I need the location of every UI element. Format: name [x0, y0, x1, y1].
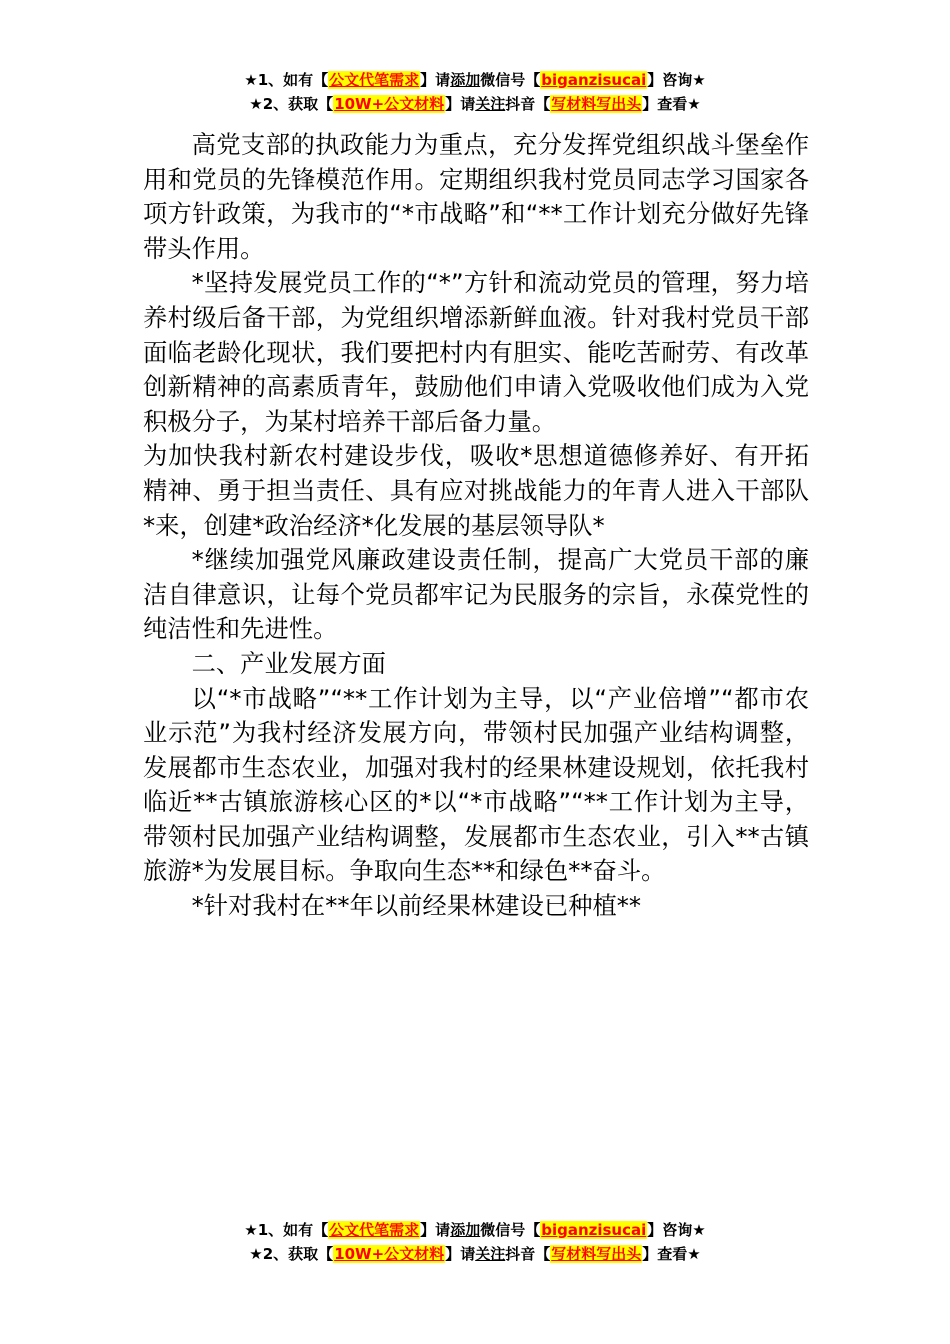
- banner-line-1: ★1、如有【公文代笔需求】请添加微信号【biganzisucai】咨询★: [244, 1221, 706, 1239]
- banner-highlight: 10W+公文材料: [334, 95, 445, 113]
- document-body: [143, 128, 809, 924]
- footer-banner: [0, 1218, 950, 1266]
- section-heading: 二、产业发展方面: [191, 648, 386, 678]
- banner-highlight: 公文代笔需求: [329, 1221, 420, 1239]
- banner-highlight: 10W+公文材料: [334, 1245, 445, 1263]
- paragraph: *针对我村在**年以前经果林建设已种植**: [191, 891, 642, 921]
- banner-line-1: ★1、如有【公文代笔需求】请添加微信号【biganzisucai】咨询★: [244, 71, 706, 89]
- paragraph: 为加快我村新农村建设步伐，吸收*思想道德修养好、有开拓精神、勇于担当责任、具有应对挑战能力的年青人进入干部队*来，创建*政治经济*化发展的基层领导队*: [143, 441, 809, 540]
- paragraph: 高党支部的执政能力为重点，充分发挥党组织战斗堡垒作用和党员的先锋模范作用。定期组织我村党员同志学习国家各项方针政策，为我市的“*市战略”和“**工作计划充分做好先锋带头作用。: [143, 130, 809, 263]
- banner-highlight: 公文代笔需求: [329, 71, 420, 89]
- banner-wechat-id: biganzisucai: [541, 1221, 647, 1239]
- banner-douyin-name: 写材料写出头: [551, 1245, 642, 1263]
- banner-douyin-name: 写材料写出头: [551, 95, 642, 113]
- header-banner: [0, 68, 950, 116]
- paragraph: 以“*市战略”“**工作计划为主导，以“产业倍增”“都市农业示范”为我村经济发展方向，带领村民加强产业结构调整，发展都市生态农业，加强对我村的经果林建设规划，依托我村临近**古镇旅游核心区的*以“*市战略”“**工作计划为主导，带领村民加强产业结构调整，发展都市生态农业，引入**古镇旅游*为发展目标。争取向生态**和绿色**奋斗。: [143, 683, 809, 886]
- paragraph: *坚持发展党员工作的“*”方针和流动党员的管理，努力培养村级后备干部，为党组织增添新鲜血液。针对我村党员干部面临老龄化现状，我们要把村内有胆实、能吃苦耐劳、有改革创新精神的高素质青年，鼓励他们申请入党吸收他们成为入党积极分子，为某村培养干部后备力量。: [143, 268, 809, 436]
- paragraph: *继续加强党风廉政建设责任制，提高广大党员干部的廉洁自律意识，让每个党员都牢记为民服务的宗旨，永葆党性的纯洁性和先进性。: [143, 545, 809, 644]
- banner-line-2: ★2、获取【10W+公文材料】请关注抖音【写材料写出头】查看★: [249, 1245, 701, 1263]
- banner-line-2: ★2、获取【10W+公文材料】请关注抖音【写材料写出头】查看★: [249, 95, 701, 113]
- banner-wechat-id: biganzisucai: [541, 71, 647, 89]
